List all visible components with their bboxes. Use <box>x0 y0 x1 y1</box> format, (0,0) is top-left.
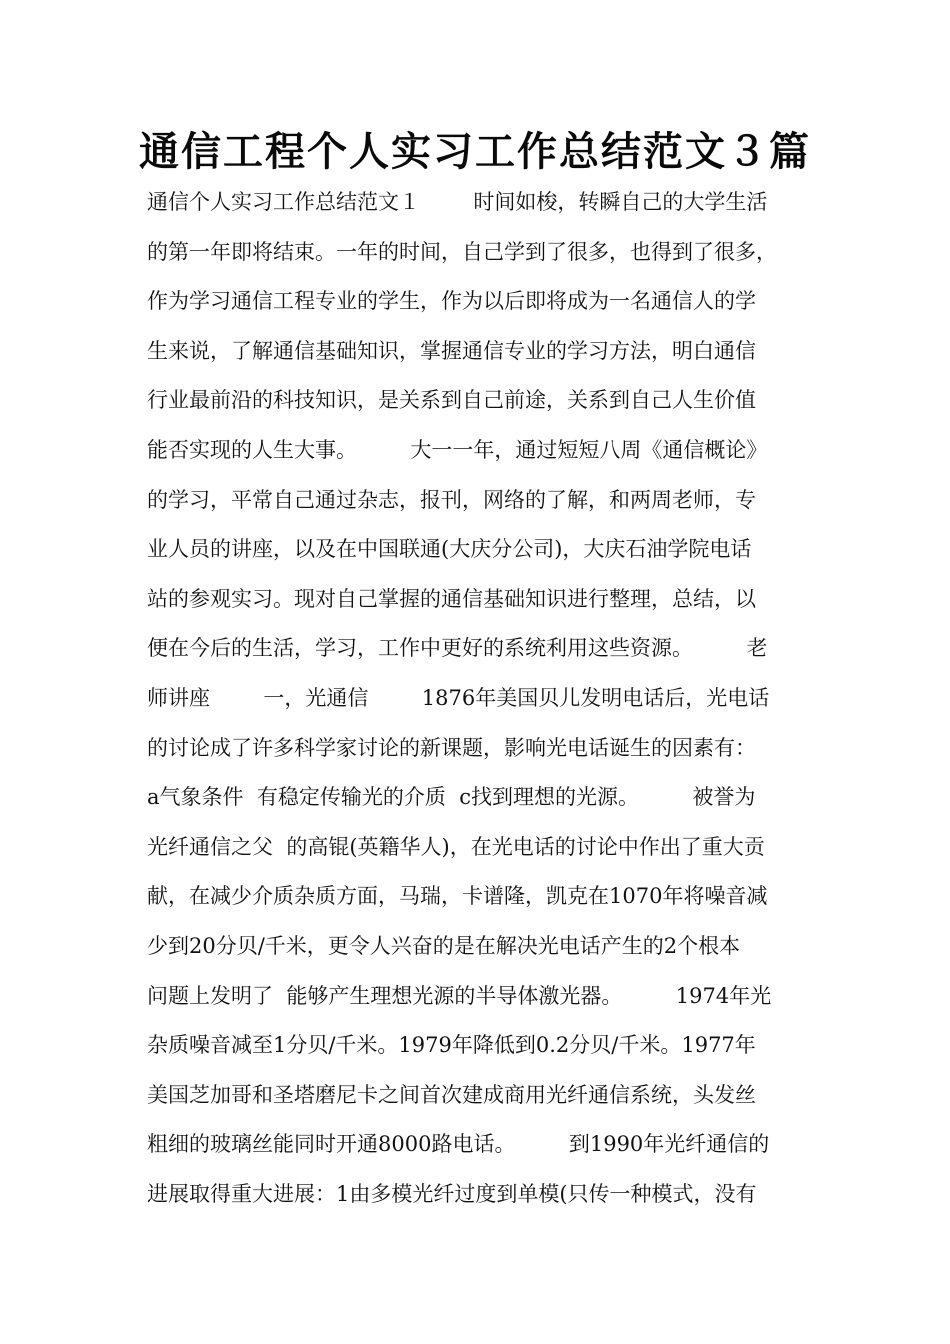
document-body <box>147 182 827 1223</box>
body-line: 粗细的玻璃丝能同时开通8000路电话。 到1990年光纤通信的 <box>147 1132 770 1157</box>
body-line: 行业最前沿的科技知识，是关系到自己前途，关系到自己人生价值 <box>147 388 756 413</box>
body-line: 进展取得重大进展：1由多模光纤过度到单模(只传一种模式，没有 <box>147 1181 757 1206</box>
body-line: 业人员的讲座，以及在中国联通(大庆分公司)，大庆石油学院电话 <box>147 537 752 562</box>
body-line: 通信个人实习工作总结范文１ 时间如梭，转瞬自己的大学生活 <box>147 190 768 214</box>
body-line: 便在今后的生活，学习，工作中更好的系统利用这些资源。 老 <box>147 636 768 661</box>
document-title: 通信工程个人实习工作总结范文３篇 <box>139 129 811 175</box>
body-line: 生来说，了解通信基础知识，掌握通信专业的学习方法，明白通信 <box>147 338 756 363</box>
body-line: 光纤通信之父 的高锟(英籍华人)，在光电话的讨论中作出了重大贡 <box>147 834 765 859</box>
body-line: 杂质噪音减至1分贝/千米。1979年降低到0.2分贝/千米。1977年 <box>147 1033 756 1058</box>
body-line: a气象条件 有稳定传输光的介质 c找到理想的光源。 被誉为 <box>147 785 756 810</box>
body-line: 问题上发明了 能够产生理想光源的半导体激光器。 1974年光 <box>147 983 772 1008</box>
body-line: 献，在减少介质杂质方面，马瑞，卡谱隆，凯克在1070年将噪音减 <box>147 884 768 909</box>
body-line: 美国芝加哥和圣塔磨尼卡之间首次建成商用光纤通信系统，头发丝 <box>147 1082 756 1107</box>
body-line: 作为学习通信工程专业的学生，作为以后即将成为一名通信人的学 <box>147 289 756 314</box>
body-line: 站的参观实习。现对自己掌握的通信基础知识进行整理，总结，以 <box>147 586 756 611</box>
body-line: 能否实现的人生大事。 大一一年，通过短短八周《通信概论》 <box>147 437 768 462</box>
body-line: 少到20分贝/千米，更令人兴奋的是在解决光电话产生的2个根本 <box>147 933 741 958</box>
body-line: 的讨论成了许多科学家讨论的新课题，影响光电话诞生的因素有： <box>147 735 756 760</box>
body-line: 的学习，平常自己通过杂志，报刊，网络的了解，和两周老师，专 <box>147 487 756 512</box>
body-line: 师讲座 一，光通信 1876年美国贝儿发明电话后，光电话 <box>147 685 770 710</box>
body-line: 的第一年即将结束。一年的时间，自己学到了很多，也得到了很多， <box>147 239 777 264</box>
